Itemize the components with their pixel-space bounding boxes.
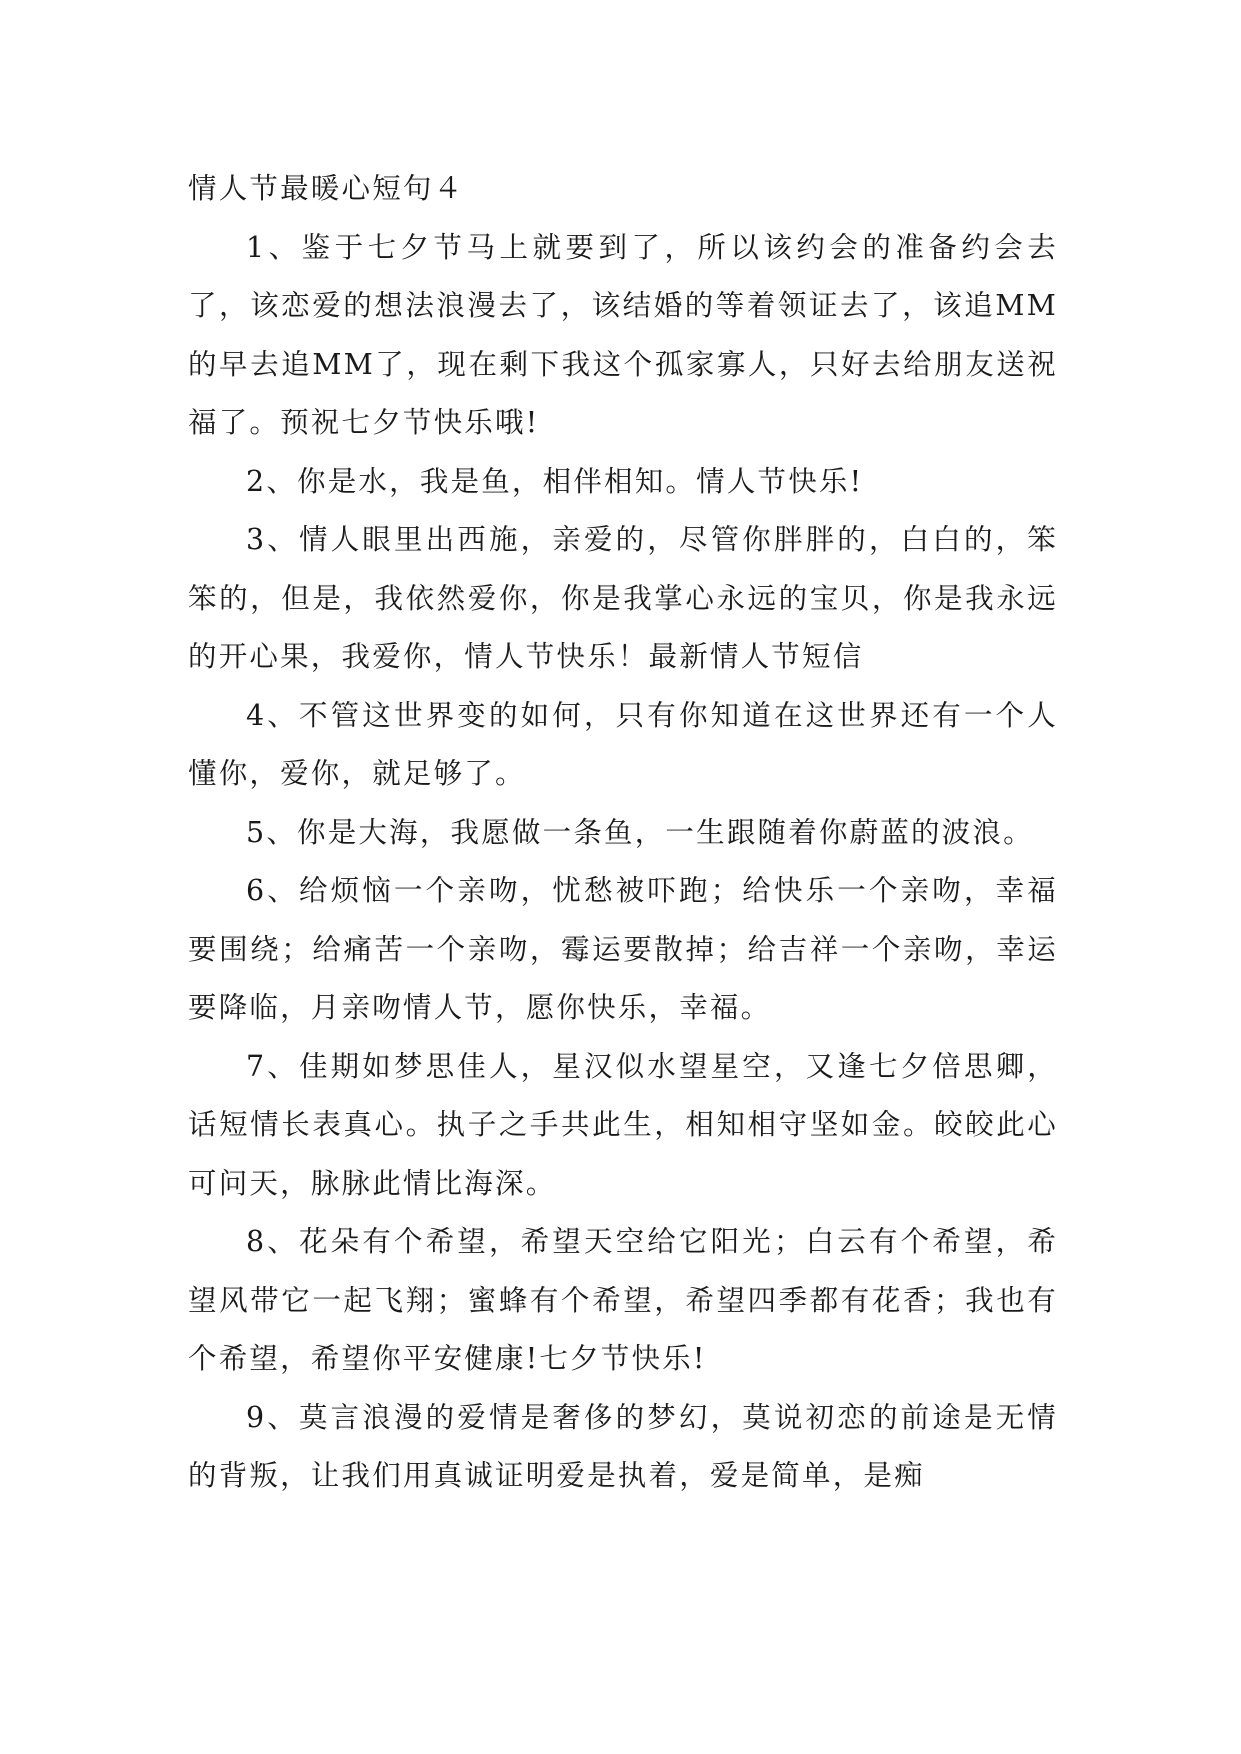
paragraph-6: 6、给烦恼一个亲吻，忧愁被吓跑；给快乐一个亲吻，幸福要围绕；给痛苦一个亲吻，霉运要散掉；给吉祥一个亲吻，幸运要降临，月亲吻情人节，愿你快乐，幸福。: [188, 874, 1058, 1024]
paragraph-9: 9、莫言浪漫的爱情是奢侈的梦幻，莫说初恋的前途是无情的背叛，让我们用真诚证明爱是执着，爱是简单，是痴: [188, 1400, 1058, 1492]
paragraph-3: 3、情人眼里出西施，亲爱的，尽管你胖胖的，白白的，笨笨的，但是，我依然爱你，你是我掌心永远的宝贝，你是我永远的开心果，我爱你，情人节快乐！最新情人节短信: [188, 523, 1058, 673]
paragraph-1: 1、鉴于七夕节马上就要到了，所以该约会的准备约会去了，该恋爱的想法浪漫去了，该结婚的等着领证去了，该追MM的早去追MM了，现在剩下我这个孤家寡人，只好去给朋友送祝福了。预祝七夕节快乐哦!: [188, 230, 1058, 439]
paragraph-8: 8、花朵有个希望，希望天空给它阳光；白云有个希望，希望风带它一起飞翔；蜜蜂有个希望，希望四季都有花香；我也有个希望，希望你平安健康!七夕节快乐!: [188, 1225, 1058, 1375]
document-title: 情人节最暖心短句４: [188, 172, 465, 205]
document-body: [188, 160, 1058, 1506]
paragraph-5: 5、你是大海，我愿做一条鱼，一生跟随着你蔚蓝的波浪。: [246, 815, 1034, 849]
paragraph-2: 2、你是水，我是鱼，相伴相知。情人节快乐!: [246, 464, 864, 498]
paragraph-4: 4、不管这世界变的如何，只有你知道在这世界还有一个人懂你，爱你，就足够了。: [188, 698, 1058, 790]
paragraph-7: 7、佳期如梦思佳人，星汉似水望星空，又逢七夕倍思卿，话短情长表真心。执子之手共此生，相知相守坚如金。皎皎此心可问天，脉脉此情比海深。: [188, 1049, 1058, 1200]
